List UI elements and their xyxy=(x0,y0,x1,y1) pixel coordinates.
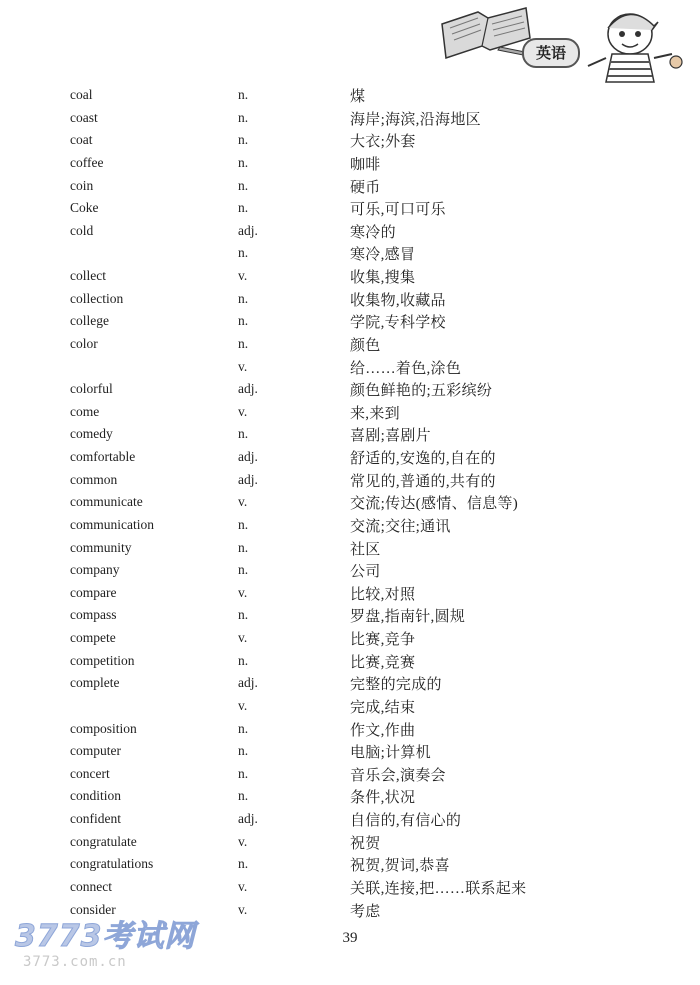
vocab-meaning: 祝贺 xyxy=(350,835,381,852)
vocab-pos: v. xyxy=(238,697,248,713)
vocab-word: communication xyxy=(70,516,154,532)
vocab-pos: n. xyxy=(238,426,249,442)
vocab-word: college xyxy=(70,313,109,329)
vocab-word: communicate xyxy=(70,494,143,510)
vocab-pos: v. xyxy=(238,403,248,419)
vocab-row xyxy=(0,492,700,515)
vocab-word: collect xyxy=(70,268,106,283)
vocab-row xyxy=(0,379,700,402)
vocab-word: complete xyxy=(70,675,120,691)
vocab-word: consider xyxy=(70,901,116,917)
vocab-pos: n. xyxy=(238,562,249,578)
vocab-word: compare xyxy=(70,584,117,600)
vocab-pos: n. xyxy=(238,607,249,623)
vocab-word: connect xyxy=(70,878,112,894)
vocab-row xyxy=(0,719,700,742)
vocab-meaning: 自信的,有信心的 xyxy=(350,813,462,829)
vocab-row xyxy=(0,153,700,176)
vocab-pos: n. xyxy=(238,516,249,532)
vocab-meaning: 收集物,收藏品 xyxy=(350,292,446,309)
vocab-pos: n. xyxy=(238,177,249,193)
vocab-pos: adj. xyxy=(238,449,258,464)
vocab-meaning: 颜色鲜艳的;五彩缤纷 xyxy=(350,383,493,400)
vocab-row xyxy=(0,198,700,221)
vocab-pos: n. xyxy=(238,154,249,170)
vocab-pos: v. xyxy=(238,901,248,917)
vocab-pos: adj. xyxy=(238,222,258,238)
vocab-meaning: 比赛,竞争 xyxy=(350,632,416,648)
vocab-row xyxy=(0,402,700,425)
vocab-row xyxy=(0,424,700,447)
vocab-word: coffee xyxy=(70,154,104,170)
vocab-row xyxy=(0,764,700,787)
vocab-meaning: 寒冷的 xyxy=(350,224,396,241)
vocab-word: condition xyxy=(70,788,121,804)
vocab-pos: n. xyxy=(238,720,249,736)
vocab-pos: adj. xyxy=(238,381,258,397)
vocab-word: Coke xyxy=(70,200,99,216)
vocab-meaning: 音乐会,演奏会 xyxy=(350,767,446,784)
vocab-pos: v. xyxy=(238,584,248,600)
vocab-pos: v. xyxy=(238,833,248,849)
vocab-meaning: 条件,状况 xyxy=(350,790,416,807)
vocab-row xyxy=(0,854,700,877)
vocab-word: common xyxy=(70,471,118,487)
vocab-row xyxy=(0,130,700,153)
vocab-meaning: 颜色 xyxy=(350,337,381,354)
vocab-meaning: 硬币 xyxy=(350,179,381,196)
vocab-meaning: 考虑 xyxy=(350,903,381,920)
vocab-row xyxy=(0,176,700,199)
vocab-meaning: 比赛,竞赛 xyxy=(350,654,416,671)
vocab-word: comedy xyxy=(70,426,113,442)
vocab-word: coal xyxy=(70,87,93,102)
vocab-row xyxy=(0,266,700,289)
vocab-word: competition xyxy=(70,652,135,668)
vocab-pos: v. xyxy=(238,268,248,283)
open-book-with-pencil-icon xyxy=(438,4,533,64)
vocab-row xyxy=(0,311,700,334)
cartoon-boy-mascot-icon xyxy=(580,6,690,84)
vocab-meaning: 祝贺,贺词,恭喜 xyxy=(350,858,450,875)
vocab-word: congratulations xyxy=(70,856,154,872)
vocab-pos: n. xyxy=(238,290,249,306)
vocab-meaning: 寒冷,感冒 xyxy=(350,247,416,264)
vocab-row xyxy=(0,515,700,538)
vocab-pos: n. xyxy=(238,743,249,759)
vocab-pos: n. xyxy=(238,87,249,102)
vocab-meaning: 公司 xyxy=(350,564,381,581)
vocab-pos: n. xyxy=(238,132,249,148)
vocab-row xyxy=(0,696,700,719)
vocab-meaning: 舒适的,安逸的,自在的 xyxy=(350,451,496,467)
vocab-pos: n. xyxy=(238,539,249,555)
vocab-pos: v. xyxy=(238,878,248,894)
vocab-meaning: 完成,结束 xyxy=(350,699,416,716)
vocab-row xyxy=(0,108,700,131)
vocab-pos: adj. xyxy=(238,675,258,691)
vocab-row xyxy=(0,538,700,561)
vocab-meaning: 喜剧;喜剧片 xyxy=(350,428,431,445)
vocab-pos: n. xyxy=(238,652,249,668)
vocab-meaning: 给……着色,涂色 xyxy=(350,360,462,377)
vocab-word: confident xyxy=(70,811,121,826)
vocab-meaning: 完整的完成的 xyxy=(350,677,442,694)
vocab-row xyxy=(0,334,700,357)
vocab-row xyxy=(0,741,700,764)
vocab-pos: n. xyxy=(238,245,249,261)
vocab-row xyxy=(0,243,700,266)
vocab-meaning: 来,来到 xyxy=(350,405,400,422)
vocab-pos: n. xyxy=(238,856,249,872)
vocab-pos: n. xyxy=(238,788,249,804)
vocab-row xyxy=(0,673,700,696)
vocab-meaning: 大衣;外套 xyxy=(350,134,416,151)
vocab-row xyxy=(0,628,700,651)
vocab-row xyxy=(0,605,700,628)
vocab-word: community xyxy=(70,539,132,555)
vocab-word: coin xyxy=(70,177,94,193)
vocab-word: concert xyxy=(70,765,110,781)
watermark-url: 3773.com.cn xyxy=(23,954,127,970)
vocab-word: color xyxy=(70,335,98,351)
vocab-row xyxy=(0,85,700,108)
vocab-row xyxy=(0,583,700,606)
vocab-pos: n. xyxy=(238,765,249,781)
vocab-meaning: 常见的,普通的,共有的 xyxy=(350,473,496,490)
header-decoration xyxy=(430,0,700,85)
vocab-meaning: 社区 xyxy=(350,541,381,558)
vocab-pos: n. xyxy=(238,109,249,125)
page-number: 39 xyxy=(342,930,358,946)
vocab-row xyxy=(0,289,700,312)
vocab-row xyxy=(0,221,700,244)
vocab-row xyxy=(0,786,700,809)
vocab-row xyxy=(0,809,700,832)
vocab-pos: v. xyxy=(238,630,248,645)
vocab-word: colorful xyxy=(70,381,113,397)
vocab-pos: n. xyxy=(238,335,249,351)
vocab-meaning: 关联,连接,把……联系起来 xyxy=(350,880,527,897)
vocab-word: computer xyxy=(70,743,121,759)
vocab-pos: adj. xyxy=(238,471,258,487)
vocab-word: company xyxy=(70,562,120,578)
vocab-word: coast xyxy=(70,109,98,125)
vocab-row xyxy=(0,832,700,855)
vocab-word: composition xyxy=(70,720,137,736)
vocab-meaning: 咖啡 xyxy=(350,156,381,173)
vocab-meaning: 电脑;计算机 xyxy=(350,745,431,762)
vocab-row xyxy=(0,877,700,900)
vocab-row xyxy=(0,470,700,493)
vocab-meaning: 交流;交往;通讯 xyxy=(350,518,451,535)
vocab-meaning: 煤 xyxy=(350,89,366,105)
vocab-meaning: 罗盘,指南针,圆规 xyxy=(350,609,466,626)
vocab-pos: adj. xyxy=(238,811,258,826)
vocab-pos: v. xyxy=(238,358,248,374)
vocab-word: coat xyxy=(70,132,93,148)
vocab-word: compete xyxy=(70,630,116,645)
watermark-logo-text: 3773考试网 xyxy=(15,919,196,954)
watermark xyxy=(15,920,196,970)
subject-badge: 英语 xyxy=(522,38,580,68)
vocab-word: congratulate xyxy=(70,833,137,849)
vocab-meaning: 可乐,可口可乐 xyxy=(350,202,446,219)
vocab-word: cold xyxy=(70,222,94,238)
vocab-row xyxy=(0,651,700,674)
vocab-meaning: 收集,搜集 xyxy=(350,270,416,286)
vocab-pos: n. xyxy=(238,200,249,216)
vocab-word: compass xyxy=(70,607,117,623)
vocab-word: comfortable xyxy=(70,449,136,464)
vocab-row xyxy=(0,357,700,380)
vocab-meaning: 交流;传达(感情、信息等) xyxy=(350,496,519,513)
vocab-row xyxy=(0,447,700,470)
vocab-word: collection xyxy=(70,290,124,306)
vocab-word: come xyxy=(70,403,100,419)
vocabulary-list xyxy=(0,85,700,922)
vocab-meaning: 海岸;海滨,沿海地区 xyxy=(350,111,481,128)
vocab-meaning: 学院,专科学校 xyxy=(350,315,446,332)
vocab-row xyxy=(0,560,700,583)
vocab-meaning: 作文,作曲 xyxy=(350,722,416,739)
vocab-meaning: 比较,对照 xyxy=(350,586,416,603)
vocab-pos: n. xyxy=(238,313,249,329)
vocab-pos: v. xyxy=(238,494,248,510)
